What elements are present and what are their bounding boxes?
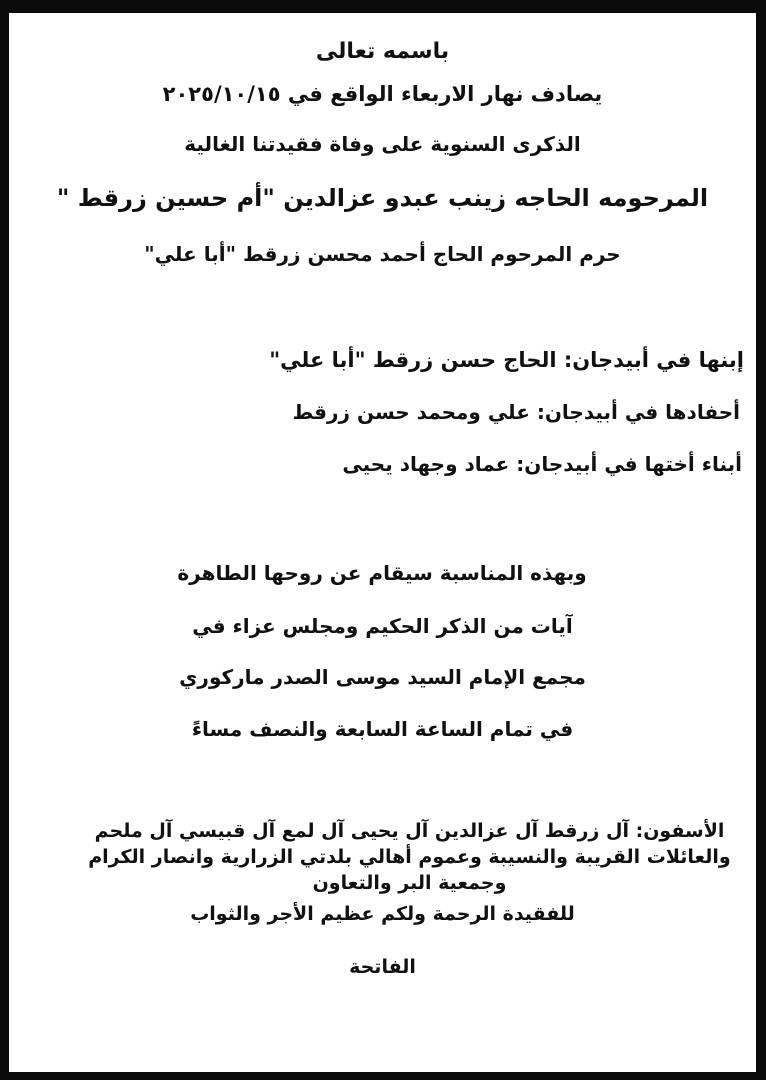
event-line-4: في تمام الساعة السابعة والنصف مساءً	[191, 717, 574, 741]
heading: باسمه تعالى	[315, 39, 450, 64]
anniversary-line: الذكرى السنوية على وفاة فقيدتنا الغالية	[184, 132, 581, 156]
relative-son: إبنها في أبيدجان: الحاج حسن زرقط "أبا علي"	[269, 348, 744, 372]
closing-line: للفقيدة الرحمة ولكم عظيم الأجر والثواب	[190, 903, 575, 925]
event-line-3: مجمع الإمام السيد موسى الصدر ماركوري	[179, 665, 586, 689]
relative-grandchildren: أحفادها في أبيدجان: علي ومحمد حسن زرقط	[292, 400, 740, 424]
event-line-2: آيات من الذكر الحكيم ومجلس عزاء في	[192, 614, 573, 638]
date-line: يصادف نهار الاربعاء الواقع في ٢٠٢٥/١٠/١٥	[162, 82, 603, 106]
spouse-line: حرم المرحوم الحاج أحمد محسن زرقط "أبا علي"	[144, 242, 621, 266]
mourners-paragraph: الأسفون: آل زرقط آل عزالدين آل يحيى آل لمع آل قبيسي آل ملحم والعائلات القريبة والنسيبة وعموم أهالي بلدتي الزرارية وانصار الكرام وجمعية البر والتعاون	[88, 820, 731, 894]
fatiha: الفاتحة	[349, 956, 416, 978]
deceased-name: المرحومه الحاجه زينب عبدو عزالدين "أم حسين زرقط "	[56, 184, 709, 212]
event-line-1: وبهذه المناسبة سيقام عن روحها الطاهرة	[177, 561, 587, 585]
relative-nephews: أبناء أختها في أبيدجان: عماد وجهاد يحيى	[342, 452, 742, 476]
obituary-page	[9, 13, 756, 1072]
